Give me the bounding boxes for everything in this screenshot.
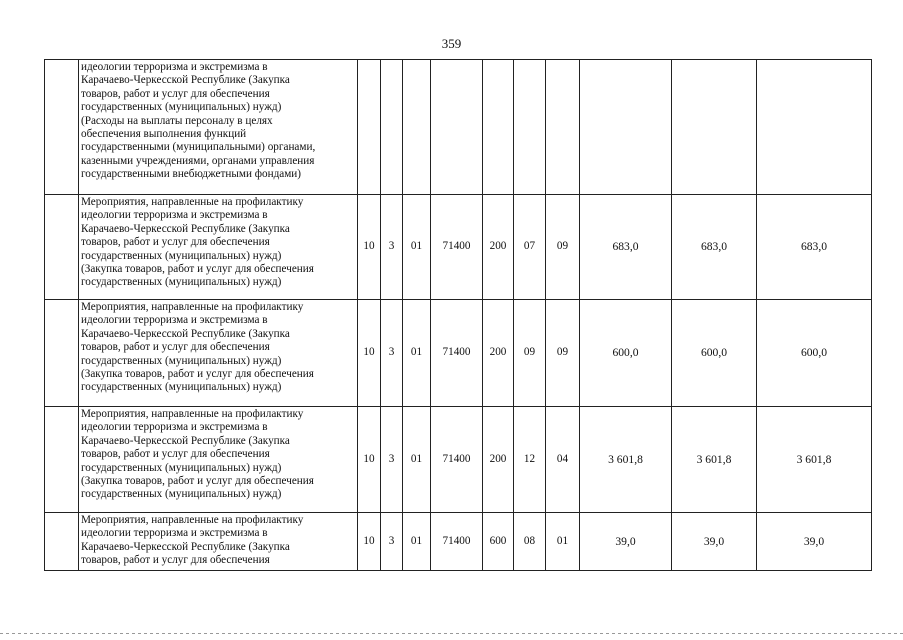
section-code-cell: 08 [514,513,546,571]
description-line: товаров, работ и услуг для обеспечения [81,341,270,354]
description-line: Карачаево-Черкесской Республике (Закупка [81,540,290,553]
description-line: товаров, работ и услуг для обеспечения [81,236,270,249]
budget-table [44,59,872,571]
description-line: товаров, работ и услуг для обеспечения [81,554,270,567]
description-line: государственных (муниципальных) нужд) [81,101,282,114]
program-code-cell: 10 [358,407,381,513]
subsection-code-cell: 09 [546,195,580,300]
description-line: идеологии терроризма и экстремизма в [81,314,268,327]
description-line: Карачаево-Черкесской Республике (Закупка [81,327,290,340]
row-number-cell [45,60,79,195]
description-line: Мероприятия, направленные на профилактику [81,408,304,420]
description-line: государственных (муниципальных) нужд) [81,249,282,262]
description-line: Мероприятия, направленные на профилактику [81,196,304,208]
description-line: идеологии терроризма и экстремизма в [81,421,268,434]
description-line: государственных (муниципальных) нужд) [81,461,282,474]
main-event-code-cell: 01 [403,195,431,300]
amount-year-2-cell: 683,0 [672,195,757,300]
description-cell [79,300,358,407]
amount-year-2-cell: 3 601,8 [672,407,757,513]
subprogram-code-cell: 3 [381,300,403,407]
amount-year-3-cell: 3 601,8 [757,407,872,513]
program-code-cell: 10 [358,300,381,407]
table-row [45,300,872,407]
description-line: казенными учреждениями, органами управления [81,154,315,167]
description-line: Мероприятия, направленные на профилактику [81,514,304,526]
description-line: Карачаево-Черкесской Республике (Закупка [81,434,290,447]
description-line: Карачаево-Черкесской Республике (Закупка [81,222,290,235]
row-number-cell [45,300,79,407]
expense-direction-code-cell: 71400 [431,195,483,300]
subprogram-code-cell [381,60,403,195]
table-row [45,407,872,513]
section-code-cell: 09 [514,300,546,407]
description-line: Карачаево-Черкесской Республике (Закупка [81,74,290,87]
row-number-cell [45,513,79,571]
expense-type-code-cell [483,60,514,195]
main-event-code-cell: 01 [403,300,431,407]
expense-type-code-cell: 200 [483,407,514,513]
main-event-code-cell [403,60,431,195]
section-code-cell: 12 [514,407,546,513]
description-cell [79,407,358,513]
subsection-code-cell: 09 [546,300,580,407]
description-line: государственных (муниципальных) нужд) [81,276,282,289]
program-code-cell: 10 [358,195,381,300]
amount-year-1-cell: 39,0 [580,513,672,571]
description-line: (Закупка товаров, работ и услуг для обеспечения [81,368,314,381]
description-cell [79,195,358,300]
description-line: государственных (муниципальных) нужд) [81,381,282,394]
description-line: товаров, работ и услуг для обеспечения [81,448,270,461]
expense-direction-code-cell [431,60,483,195]
expense-type-code-cell: 600 [483,513,514,571]
expense-type-code-cell: 200 [483,300,514,407]
description-line: обеспечения выполнения функций [81,128,247,141]
table-row [45,513,872,571]
subprogram-code-cell: 3 [381,513,403,571]
page-bottom-edge [0,633,903,634]
table-body [45,60,872,571]
description-line: товаров, работ и услуг для обеспечения [81,87,270,100]
expense-direction-code-cell: 71400 [431,407,483,513]
program-code-cell [358,60,381,195]
row-number-cell [45,407,79,513]
description-line: идеологии терроризма и экстремизма в [81,209,268,222]
expense-type-code-cell: 200 [483,195,514,300]
section-code-cell [514,60,546,195]
table-row [45,195,872,300]
description-line: (Расходы на выплаты персоналу в целях [81,114,273,127]
description-cell [79,513,358,571]
main-event-code-cell: 01 [403,513,431,571]
amount-year-1-cell: 600,0 [580,300,672,407]
table-row [45,60,872,195]
page-number: 359 [441,36,462,51]
amount-year-3-cell: 600,0 [757,300,872,407]
description-cell [79,60,358,195]
section-code-cell: 07 [514,195,546,300]
amount-year-1-cell: 3 601,8 [580,407,672,513]
description-line: Мероприятия, направленные на профилактику [81,301,304,313]
expense-direction-code-cell: 71400 [431,300,483,407]
description-line: государственных (муниципальных) нужд) [81,488,282,501]
main-event-code-cell: 01 [403,407,431,513]
subprogram-code-cell: 3 [381,407,403,513]
description-line: государственных (муниципальных) нужд) [81,354,282,367]
amount-year-1-cell: 683,0 [580,195,672,300]
subprogram-code-cell: 3 [381,195,403,300]
amount-year-3-cell [757,60,872,195]
amount-year-3-cell: 683,0 [757,195,872,300]
description-line: идеологии терроризма и экстремизма в [81,527,268,540]
description-line: (Закупка товаров, работ и услуг для обеспечения [81,475,314,488]
amount-year-2-cell: 600,0 [672,300,757,407]
program-code-cell: 10 [358,513,381,571]
description-line: (Закупка товаров, работ и услуг для обеспечения [81,263,314,276]
description-line: идеологии терроризма и экстремизма в [81,61,268,73]
description-line: государственными внебюджетными фондами) [81,168,302,181]
expense-direction-code-cell: 71400 [431,513,483,571]
amount-year-2-cell [672,60,757,195]
amount-year-2-cell: 39,0 [672,513,757,571]
amount-year-1-cell [580,60,672,195]
subsection-code-cell [546,60,580,195]
row-number-cell [45,195,79,300]
description-line: государственными (муниципальными) органами, [81,141,316,154]
subsection-code-cell: 01 [546,513,580,571]
subsection-code-cell: 04 [546,407,580,513]
amount-year-3-cell: 39,0 [757,513,872,571]
